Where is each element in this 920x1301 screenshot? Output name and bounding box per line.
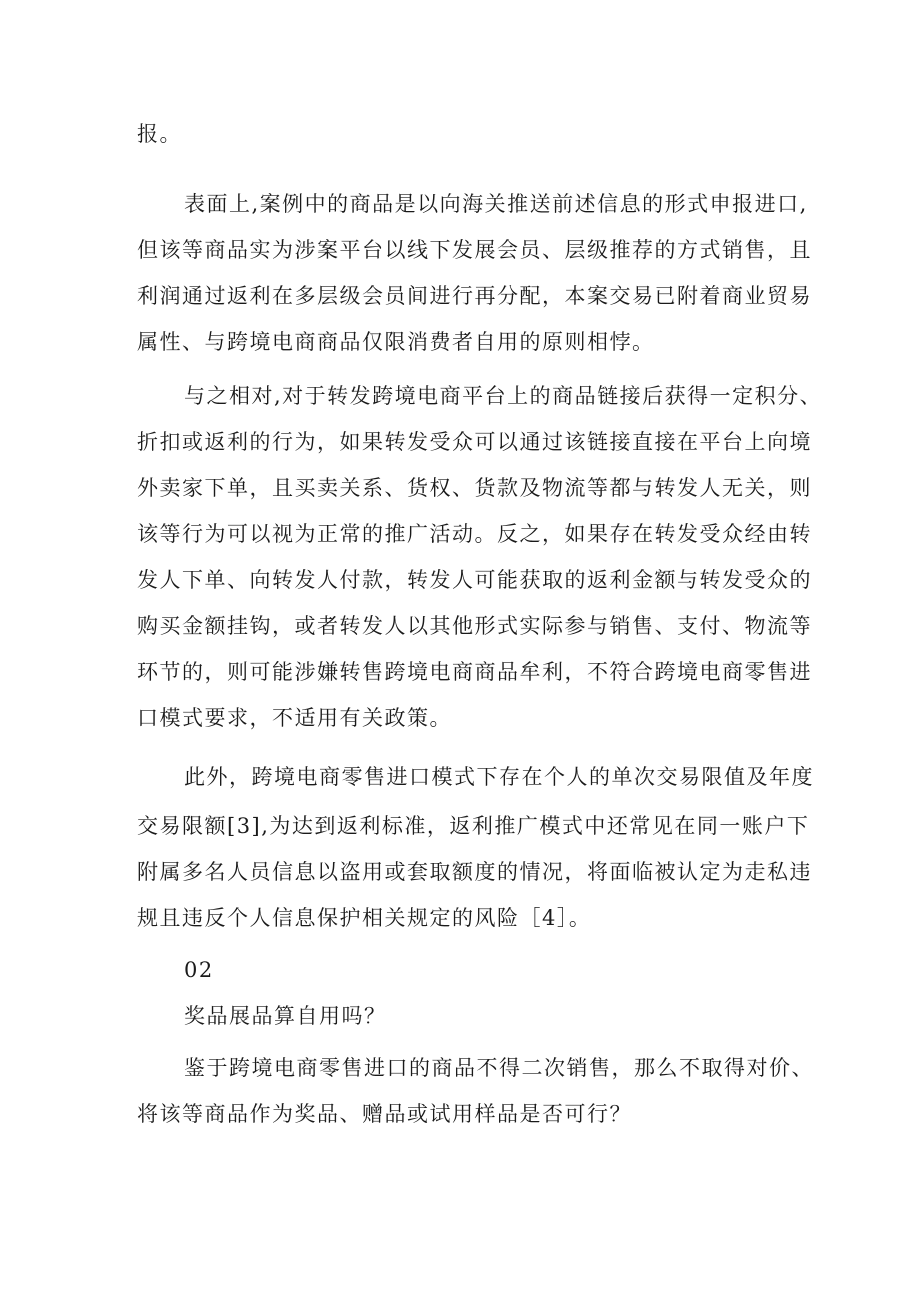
text-line: 属性、与跨境电商商品仅限消费者自用的原则相悖。: [137, 330, 655, 354]
text-line: 但该等商品实为涉案平台以线下发展会员、层级推荐的方式销售，且: [137, 238, 812, 262]
text-line: 购买金额挂钩，或者转发人以其他形式实际参与销售、支付、物流等: [137, 614, 812, 638]
paragraph-line: 与之相对,对于转发跨境电商平台上的商品链接后获得一定积分、: [184, 384, 823, 408]
text-line: 环节的，则可能涉嫌转售跨境电商商品牟利，不符合跨境电商零售进: [137, 660, 812, 684]
text-line: 将该等商品作为奖品、赠品或试用样品是否可行？: [137, 1102, 632, 1126]
text-line: 该等行为可以视为正常的推广活动。反之，如果存在转发受众经由转: [137, 522, 812, 546]
section-heading: 奖品展品算自用吗？: [184, 1004, 387, 1028]
text-line: 利润通过返利在多层级会员间进行再分配，本案交易已附着商业贸易: [137, 284, 812, 308]
text-line: 附属多名人员信息以盗用或套取额度的情况，将面临被认定为走私违: [137, 860, 812, 884]
paragraph-line: 此外，跨境电商零售进口模式下存在个人的单次交易限值及年度: [184, 765, 814, 789]
text-line: 外卖家下单，且买卖关系、货权、货款及物流等都与转发人无关，则: [137, 476, 812, 500]
text-line: 规且违反个人信息保护相关规定的风险［4］。: [137, 906, 592, 930]
paragraph-line: 表面上,案例中的商品是以向海关推送前述信息的形式申报进口,: [184, 192, 808, 216]
paragraph-line: 鉴于跨境电商零售进口的商品不得二次销售，那么不取得对价、: [184, 1056, 814, 1080]
text-line: 交易限额[3],为达到返利标准，返利推广模式中还常见在同一账户下: [137, 814, 810, 838]
text-line: 发人下单、向转发人付款，转发人可能获取的返利金额与转发受众的: [137, 568, 812, 592]
text-line: 口模式要求，不适用有关政策。: [137, 706, 452, 730]
text-line: 报。: [137, 122, 182, 146]
text-line: 折扣或返利的行为，如果转发受众可以通过该链接直接在平台上向境: [137, 430, 812, 454]
section-number: 02: [184, 958, 214, 982]
